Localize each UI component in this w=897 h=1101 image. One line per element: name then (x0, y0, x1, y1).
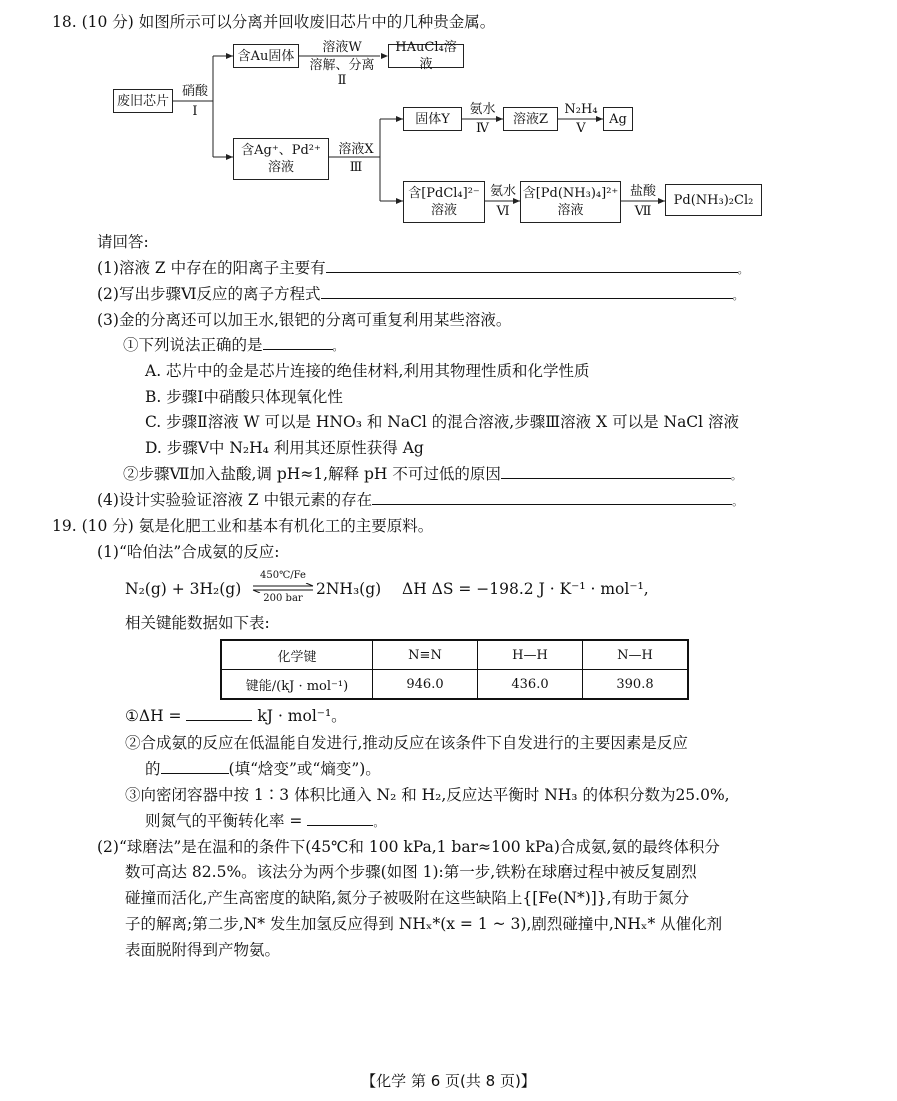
equation-right: 2NH₃(g) (316, 580, 382, 598)
period: 。 (730, 469, 742, 482)
answer-blank-dh[interactable] (186, 706, 252, 721)
answer-blank-3-2[interactable] (501, 464, 731, 479)
q19-sub3-pre: 则氮气的平衡转化率 = (145, 812, 303, 830)
q19-part2-line1: (2)“球磨法”是在温和的条件下(45℃和 100 kPa,1 bar≈100 kPa)合成氨,氨的最终体积分 (97, 838, 720, 856)
q19-sub3-post: 。 (373, 816, 385, 829)
q19-sub1-unit: kJ · mol⁻¹。 (257, 707, 347, 725)
q18-part1-text: (1)溶液 Z 中存在的阳离子主要有 (97, 259, 326, 277)
step4-number: Ⅳ (476, 121, 489, 136)
q19-sub2-pre: 的 (145, 760, 161, 778)
q18-part3-sub2 (123, 464, 742, 486)
period: 。 (732, 289, 744, 302)
box-waste-chip: 废旧芯片 (113, 89, 173, 113)
option-d: D. 步骤Ⅴ中 N₂H₄ 利用其还原性获得 Ag (145, 439, 424, 457)
box-pd-nh3-4-solution (520, 181, 621, 223)
q19-part2-line3: 碰撞而活化,产生高密度的缺陷,氮分子被吸附在这些缺陷上{[Fe(N*)]},有助于氮分 (125, 889, 690, 907)
q19-title: 19. (10 分) 氨是化肥工业和基本有机化工的主要原料。 (52, 517, 434, 535)
row-label: 键能/(kJ · mol⁻¹) (221, 670, 373, 700)
box-haucl4: HAuCl₄溶液 (388, 44, 464, 68)
q19-sub3-line2 (145, 811, 384, 833)
box-ag: Ag (603, 107, 633, 131)
step7-number: Ⅶ (634, 204, 652, 219)
header-bond: 化学键 (221, 640, 373, 670)
period: 。 (737, 263, 749, 276)
pdcl4-line2: 溶液 (430, 203, 457, 218)
q18-part2-text: (2)写出步骤Ⅵ反应的离子方程式 (97, 285, 321, 303)
q18-part3-sub1 (123, 335, 344, 357)
ag-pd-line2: 溶液 (267, 160, 294, 175)
q19-part2-line4: 子的解离;第二步,N* 发生加氢反应得到 NHₓ*(x = 1 ~ 3),剧烈碰撞中,NHₓ* 从催化剂 (125, 915, 723, 933)
step2-operation: 溶解、分离 (309, 58, 375, 73)
q18-part4-text: (4)设计实验验证溶液 Z 中银元素的存在 (97, 491, 373, 509)
q18-part3-sub1-text: ①下列说法正确的是 (123, 336, 263, 354)
step7-reagent: 盐酸 (629, 184, 656, 199)
q18-part3: (3)金的分离还可以加王水,银钯的分离可重复利用某些溶液。 (97, 311, 512, 329)
header-hh: H—H (478, 640, 583, 670)
q18-title: 18. (10 分) 如图所示可以分离并回收废旧芯片中的几种贵金属。 (52, 13, 496, 31)
q18-part2 (97, 284, 744, 306)
step1-reagent: 硝酸 (181, 84, 208, 99)
q19-part2-line5: 表面脱附得到产物氨。 (125, 941, 281, 959)
box-product: Pd(NH₃)₂Cl₂ (665, 184, 762, 216)
header-nh: N—H (583, 640, 689, 670)
equation-condition-top: 450℃/Fe (260, 570, 306, 581)
table-row (221, 670, 688, 700)
q19-sub1 (125, 706, 347, 726)
answer-blank-conversion[interactable] (307, 811, 373, 826)
pd-nh3-4-line1: 含[Pd(NH₃)₄]²⁺ (522, 186, 619, 201)
answer-blank-3-1[interactable] (263, 335, 333, 350)
q19-sub3-line1: ③向密闭容器中按 1∶3 体积比通入 N₂ 和 H₂,反应达平衡时 NH₃ 的体积分数为25.0%, (125, 786, 730, 804)
equilibrium-arrow (251, 583, 315, 593)
step5-reagent: N₂H₄ (564, 102, 598, 117)
equation-thermo: ΔH ΔS = −198.2 J · K⁻¹ · mol⁻¹, (402, 580, 649, 598)
step2-number: Ⅱ (337, 73, 347, 88)
page-footer: 【化学 第 6 页(共 8 页)】 (361, 1072, 536, 1090)
value-nn-triple: 946.0 (373, 670, 478, 700)
step5-number: Ⅴ (576, 121, 586, 136)
q18-part1 (97, 258, 749, 280)
pdcl4-line1: 含[PdCl₄]²⁻ (408, 186, 480, 201)
q19-sub2-line1: ②合成氨的反应在低温能自发进行,推动反应在该条件下自发进行的主要因素是反应 (125, 734, 688, 752)
pd-nh3-4-line2: 溶液 (557, 203, 584, 218)
box-solution-z: 溶液Z (503, 107, 558, 131)
step3-reagent: 溶液X (338, 142, 374, 157)
period: 。 (732, 495, 744, 508)
step4-reagent: 氨水 (469, 102, 496, 117)
option-a: A. 芯片中的金是芯片连接的绝佳材料,利用其物理性质和化学性质 (145, 362, 590, 380)
box-solid-y: 固体Y (403, 107, 462, 131)
box-ag-pd-solution (233, 138, 329, 180)
answer-blank-4[interactable] (372, 490, 732, 505)
box-au-solid: 含Au固体 (233, 44, 299, 68)
table-intro: 相关键能数据如下表: (125, 614, 270, 632)
value-nh: 390.8 (583, 670, 689, 700)
step3-number: Ⅲ (349, 160, 363, 175)
q18-part3-sub2-text: ②步骤Ⅶ加入盐酸,调 pH≈1,解释 pH 不可过低的原因 (123, 465, 501, 483)
q19-sub2-line2 (145, 759, 381, 779)
answer-blank-1[interactable] (326, 258, 738, 273)
option-c: C. 步骤Ⅱ溶液 W 可以是 HNO₃ 和 NaCl 的混合溶液,步骤Ⅲ溶液 X 可以是 NaCl 溶液 (145, 413, 740, 431)
step1-number: Ⅰ (192, 104, 198, 119)
step2-reagent: 溶液W (322, 40, 362, 55)
step6-reagent: 氨水 (489, 184, 516, 199)
q19-part1: (1)“哈伯法”合成氨的反应: (97, 543, 280, 561)
q19-sub1-text: ①ΔH = (125, 707, 182, 725)
equation-left: N₂(g) + 3H₂(g) (125, 580, 242, 598)
table-header-row (221, 640, 688, 670)
box-pdcl4-solution (403, 181, 485, 223)
option-b: B. 步骤Ⅰ中硝酸只体现氧化性 (145, 388, 343, 406)
header-nn-triple: N≡N (373, 640, 478, 670)
ag-pd-line1: 含Ag⁺、Pd²⁺ (241, 143, 321, 158)
step6-number: Ⅵ (496, 204, 510, 219)
q19-part2-line2: 数可高达 82.5%。该法分为两个步骤(如图 1):第一步,铁粉在球磨过程中被反复剧烈 (125, 863, 697, 881)
answer-blank-2[interactable] (321, 284, 733, 299)
q19-sub2-post: (填“焓变”或“熵变”)。 (228, 760, 381, 778)
q18-intro: 请回答: (97, 233, 149, 251)
answer-blank-factor[interactable] (161, 759, 229, 774)
period: 。 (332, 340, 344, 353)
bond-energy-table (220, 639, 689, 700)
equation-condition-bottom: 200 bar (263, 593, 303, 604)
q18-part4 (97, 490, 743, 512)
value-hh: 436.0 (478, 670, 583, 700)
